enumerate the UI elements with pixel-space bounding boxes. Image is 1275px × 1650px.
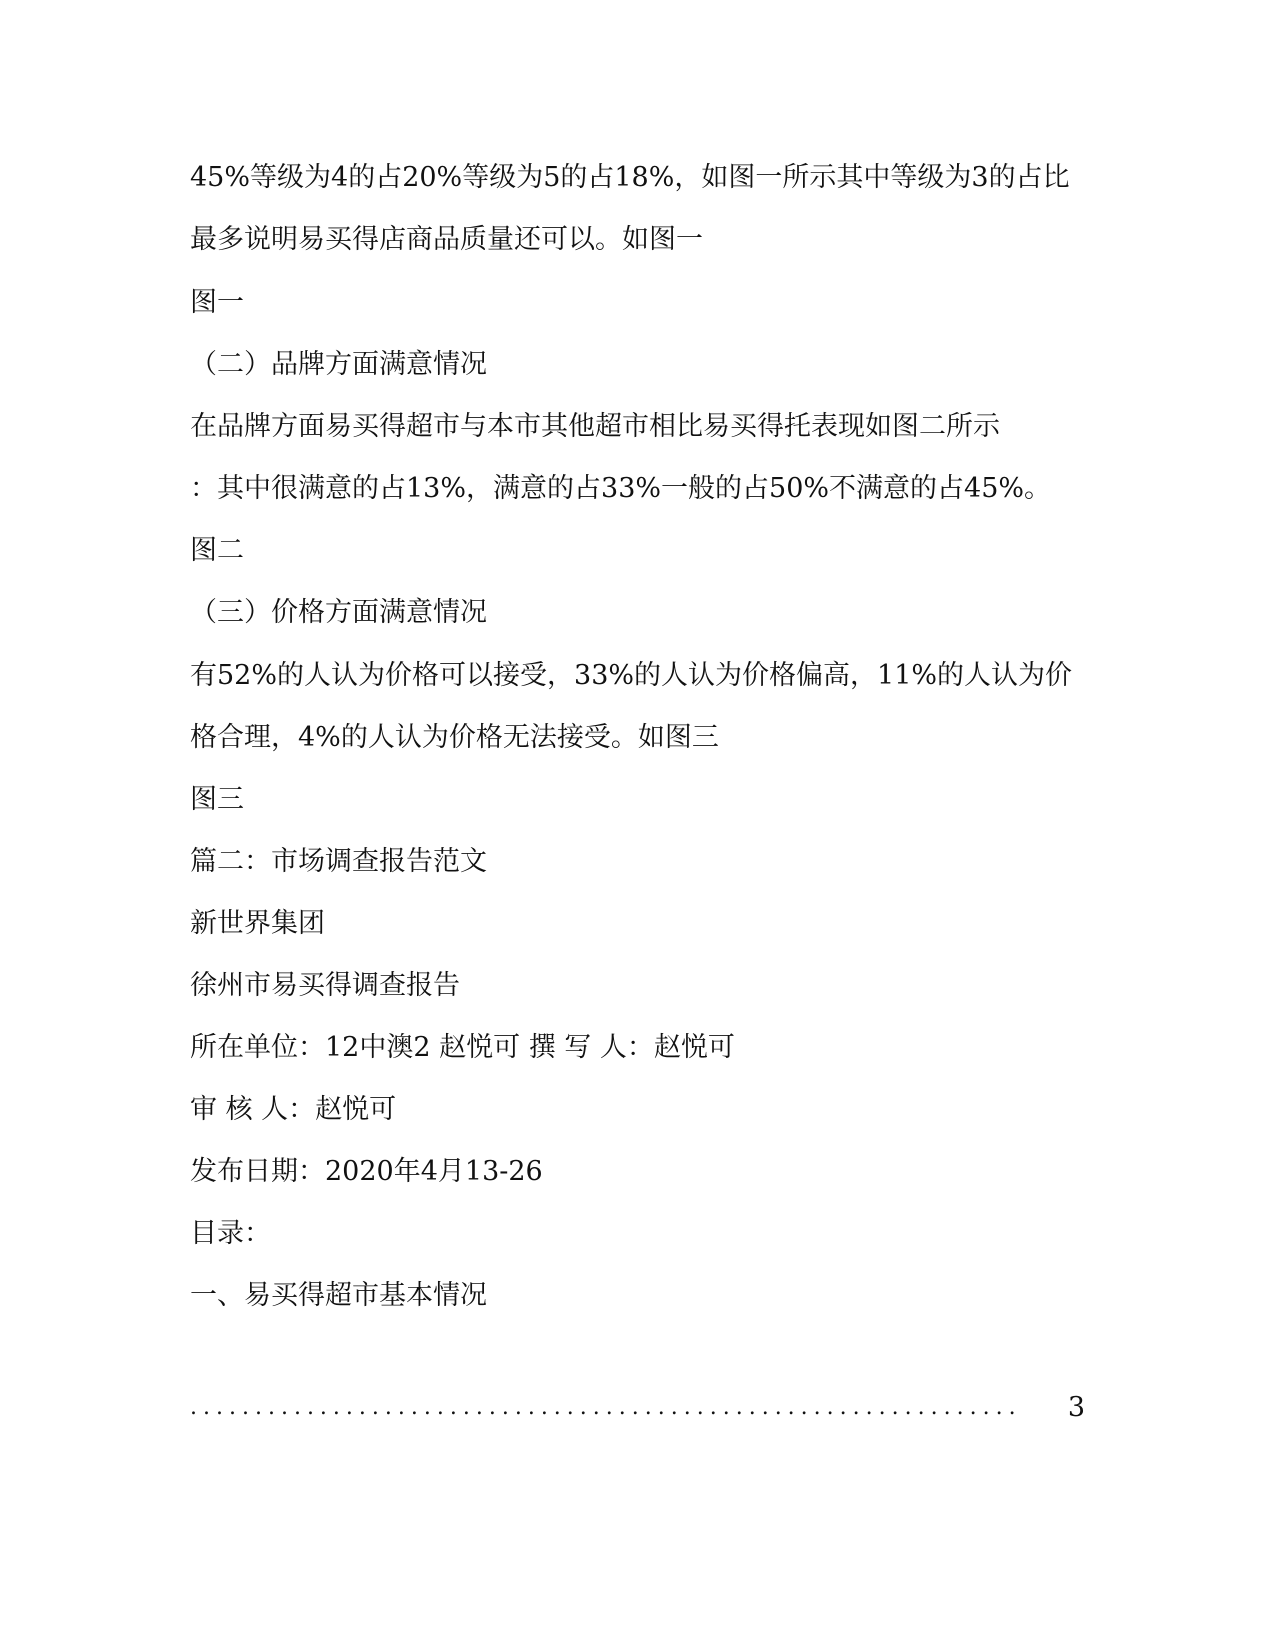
report-title: 徐州市易买得调查报告	[190, 970, 460, 1001]
figure-label: 图三	[190, 784, 244, 815]
paragraph-line: 最多说明易买得店商品质量还可以。如图一	[190, 224, 703, 255]
paragraph-line: 在品牌方面易买得超市与本市其他超市相比易买得托表现如图二所示	[190, 411, 1000, 442]
toc-page-number: 3	[1067, 1392, 1085, 1423]
toc-leader-dots: ................................................................	[190, 1395, 1022, 1420]
paragraph-line: 有52%的人认为价格可以接受，33%的人认为价格偏高，11%的人认为价	[190, 660, 1073, 691]
paragraph-line: ：其中很满意的占13%，满意的占33%一般的占50%不满意的占45%。	[190, 473, 1052, 504]
paragraph-line: 格合理，4%的人认为价格无法接受。如图三	[190, 722, 719, 753]
chapter-heading: 篇二：市场调查报告范文	[190, 846, 487, 877]
reviewer-info: 审 核 人：赵悦可	[190, 1094, 397, 1125]
section-heading: （三）价格方面满意情况	[190, 597, 487, 628]
publish-date: 发布日期：2020年4月13-26	[190, 1156, 543, 1187]
author-info: 所在单位：12中澳2 赵悦可 撰 写 人：赵悦可	[190, 1032, 735, 1063]
toc-entry: 一、易买得超市基本情况	[190, 1280, 487, 1311]
figure-label: 图二	[190, 535, 244, 566]
figure-label: 图一	[190, 287, 244, 318]
company-name: 新世界集团	[190, 908, 325, 939]
section-heading: （二）品牌方面满意情况	[190, 349, 487, 380]
toc-heading: 目录：	[190, 1218, 271, 1249]
paragraph-line: 45%等级为4的占20%等级为5的占18%，如图一所示其中等级为3的占比	[190, 162, 1070, 193]
